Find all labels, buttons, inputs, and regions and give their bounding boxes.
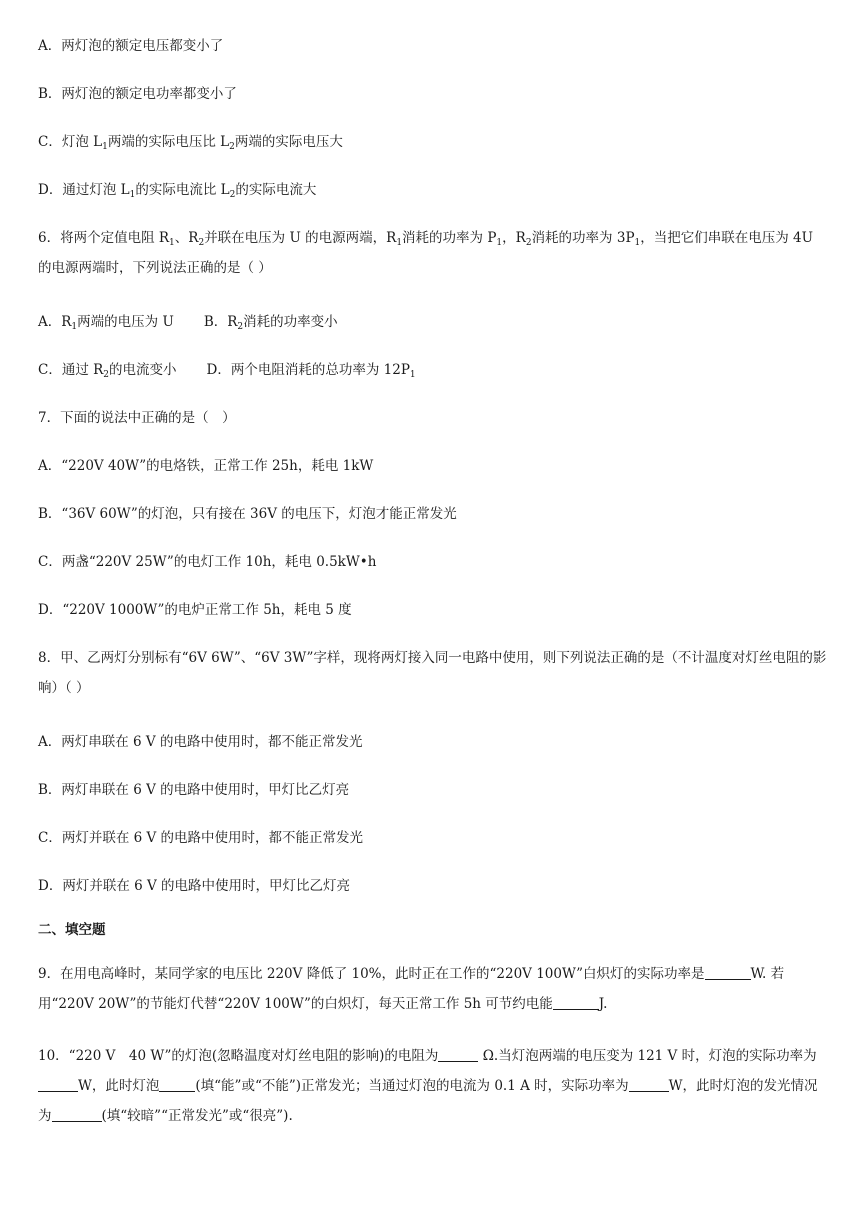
text: C．通过 R (38, 362, 104, 378)
subscript: 1 (396, 238, 403, 248)
q7-option-c: C．两盏“220V 25W”的电灯工作 10h，耗电 0.5kW•h (38, 554, 377, 570)
q6-option-b (204, 314, 338, 330)
text: ，当把它们串联在电压为 4U 的电源两端时，下列说法正确的是（ ） (38, 230, 814, 276)
text: D．通过灯泡 L (38, 182, 130, 198)
text: Ω.当灯泡两端的电压变为 121 V 时，灯泡的实际功率为 (478, 1048, 817, 1064)
text: 6．将两个定值电阻 R (38, 230, 170, 246)
subscript: 2 (103, 370, 110, 380)
text: (填“能”或“不能”)正常发光；当通过灯泡的电流为 0.1 A 时，实际功率为 (195, 1078, 629, 1094)
subscript: 1 (129, 190, 136, 200)
q7-option-d: D．“220V 1000W”的电炉正常工作 5h，耗电 5 度 (38, 602, 352, 618)
text: A．R (38, 314, 72, 330)
subscript: 2 (198, 238, 205, 248)
answer-blank[interactable] (438, 1047, 478, 1062)
text: D．两个电阻消耗的总功率为 12P (206, 362, 410, 378)
q5-option-a: A．两灯泡的额定电压都变小了 (38, 38, 224, 54)
q8-option-c: C．两灯并联在 6 V 的电路中使用时，都不能正常发光 (38, 830, 364, 846)
q6-stem (38, 223, 830, 283)
q6-option-a (38, 314, 174, 330)
answer-blank[interactable] (629, 1077, 669, 1092)
text: 的电流变小 (109, 362, 177, 378)
text: 消耗的功率为 P (402, 230, 497, 246)
q9-text (38, 959, 830, 1019)
q8-option-b: B．两灯串联在 6 V 的电路中使用时，甲灯比乙灯亮 (38, 782, 350, 798)
answer-blank[interactable] (38, 1077, 78, 1092)
text: B．R (203, 314, 238, 330)
q6-option-d (207, 362, 416, 378)
text: 两端的实际电压比 L (107, 134, 230, 150)
subscript: 2 (229, 142, 235, 152)
text: (填“较暗”“正常发光”或“很亮”). (101, 1108, 293, 1124)
text: W. 若用“220V 20W”的节能灯代替“220V 100W”的白炽灯，每天正常工作 5h 可节约电能 (38, 966, 785, 1012)
answer-blank[interactable] (705, 965, 751, 980)
answer-blank[interactable] (553, 995, 599, 1010)
text: 的实际电流大 (235, 182, 317, 198)
subscript: 1 (169, 238, 175, 248)
text: 的实际电流比 L (135, 182, 230, 198)
text: 消耗的功率为 3P (531, 230, 635, 246)
text: ，R (502, 230, 526, 246)
q6-options-ab (38, 312, 830, 332)
subscript: 1 (71, 322, 78, 332)
q7-option-b: B．“36V 60W”的灯泡，只有接在 36V 的电压下，灯泡才能正常发光 (38, 506, 457, 522)
text: 消耗的功率变小 (243, 314, 338, 330)
text: W，此时灯泡的发光情况为 (38, 1078, 818, 1124)
text: W，此时灯泡 (78, 1078, 160, 1094)
text: 、R (174, 230, 199, 246)
q6-option-c (38, 362, 177, 378)
section-heading-fill-in: 二、填空题 (38, 922, 106, 938)
text: 9．在用电高峰时，某同学家的电压比 220V 降低了 10%，此时正在工作的“220V 100W”白炽灯的实际功率是 (38, 966, 705, 982)
q7-option-a: A．“220V 40W”的电烙铁，正常工作 25h，耗电 1kW (38, 458, 374, 474)
text: 两端的电压为 U (77, 314, 174, 330)
q8-option-a: A．两灯串联在 6 V 的电路中使用时，都不能正常发光 (38, 734, 363, 750)
q5-option-b: B．两灯泡的额定电功率都变小了 (38, 86, 237, 102)
subscript: 1 (634, 238, 641, 248)
q8-stem: 8．甲、乙两灯分别标有“6V 6W”、“6V 3W”字样，现将两灯接入同一电路中使用，则下列说法正确的是（不计温度对灯丝电阻的影响）（ ） (38, 650, 827, 696)
q10-text (38, 1041, 830, 1131)
q5-option-d (38, 180, 830, 200)
text: 10．“220 V 40 W”的灯泡(忽略温度对灯丝电阻的影响)的电阻为 (38, 1048, 439, 1064)
subscript: 1 (496, 238, 503, 248)
text: 两端的实际电压大 (234, 134, 343, 150)
subscript: 1 (409, 370, 416, 380)
answer-blank[interactable] (52, 1107, 102, 1122)
q6-options-cd (38, 360, 830, 380)
subscript: 2 (229, 190, 236, 200)
text: C．灯泡 L (38, 134, 103, 150)
subscript: 1 (102, 142, 108, 152)
q5-option-c (38, 132, 830, 152)
answer-blank[interactable] (159, 1077, 195, 1092)
text: 并联在电压为 U 的电源两端，R (204, 230, 397, 246)
q8-option-d: D．两灯并联在 6 V 的电路中使用时，甲灯比乙灯亮 (38, 878, 351, 894)
subscript: 2 (237, 322, 244, 332)
q7-stem: 7．下面的说法中正确的是（ ） (38, 410, 236, 426)
text: J. (598, 996, 608, 1012)
subscript: 2 (525, 238, 532, 248)
